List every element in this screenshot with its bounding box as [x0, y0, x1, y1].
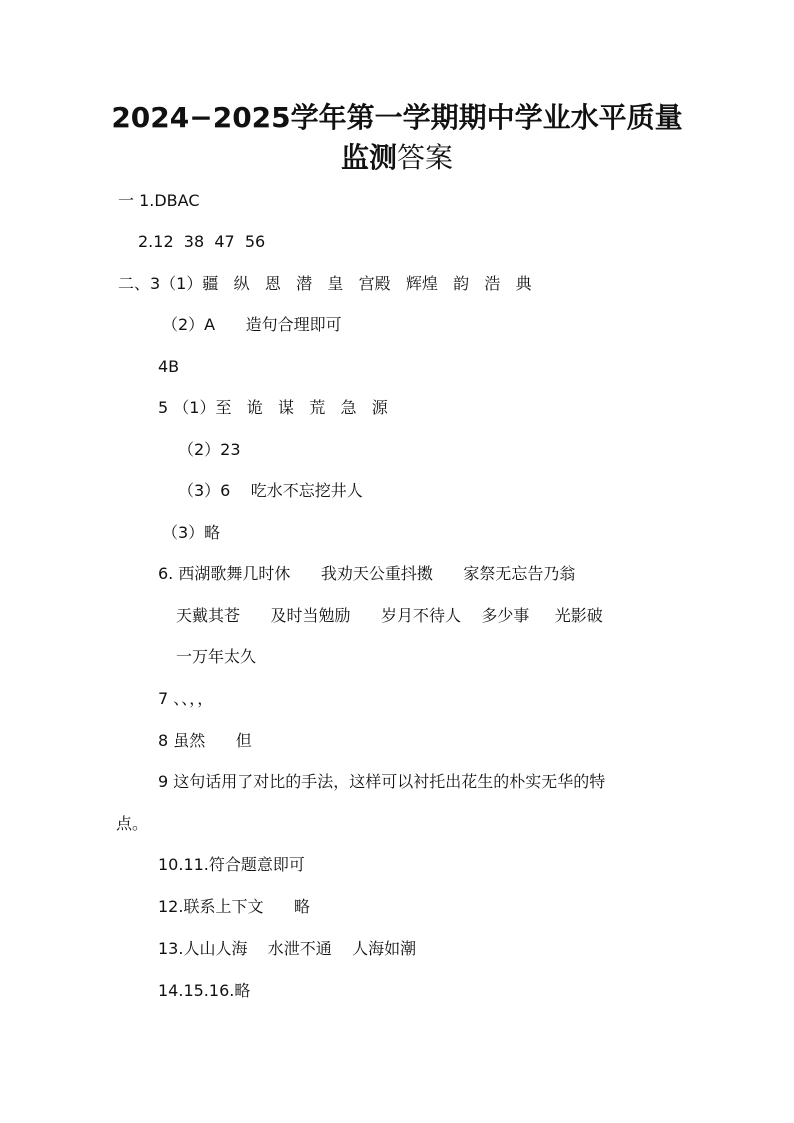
answer-line-2: 2.12 38 47 56	[138, 232, 266, 251]
answer-line-16: 点。	[116, 814, 149, 833]
document-title-line-2	[0, 138, 794, 178]
answer-line-14: 8 虽然 但	[158, 731, 252, 750]
answer-line-19: 13.人山人海 水泄不通 人海如潮	[158, 939, 417, 958]
answer-line-11: 天戴其苍 及时当勉励 岁月不待人 多少事 光影破	[176, 606, 603, 625]
answer-line-1: 一 1.DBAC	[118, 191, 200, 210]
answer-line-6: 5 （1）至 诡 谋 荒 急 源	[158, 398, 388, 417]
answer-line-13: 7 、、，，	[158, 689, 214, 708]
title-normal-part: 答案	[397, 141, 454, 174]
answer-line-5: 4B	[158, 357, 180, 376]
answer-line-10: 6. 西湖歌舞几时休 我劝天公重抖擞 家祭无忘告乃翁	[158, 564, 576, 583]
answer-line-3: 二、3（1）疆 纵 恩 潜 皇 宫殿 辉煌 韵 浩 典	[118, 274, 532, 293]
document-title-line-1: 2024−2025学年第一学期期中学业水平质量	[111, 101, 683, 134]
answer-line-12: 一万年太久	[176, 647, 257, 666]
answer-line-4: （2）A 造句合理即可	[162, 315, 342, 334]
answer-line-9: （3）略	[162, 523, 221, 542]
answer-line-7: （2）23	[178, 440, 241, 459]
title-bold-part: 监测	[340, 141, 397, 174]
answer-line-17: 10.11.符合题意即可	[158, 855, 305, 874]
answer-line-20: 14.15.16.略	[158, 981, 251, 1000]
answer-line-8: （3）6 吃水不忘挖井人	[178, 481, 363, 500]
answer-line-18: 12.联系上下文 略	[158, 897, 310, 916]
answer-line-15: 9 这句话用了对比的手法，这样可以衬托出花生的朴实无华的特	[158, 772, 606, 791]
